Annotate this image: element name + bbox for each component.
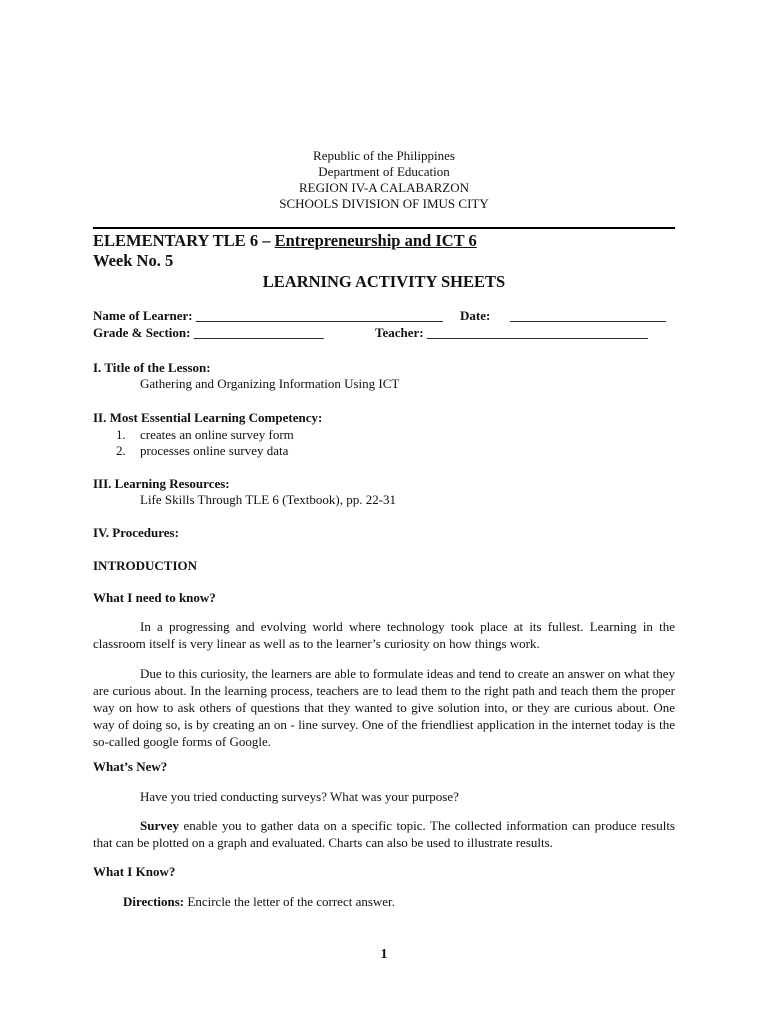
introduction-heading: INTRODUCTION bbox=[93, 558, 198, 573]
list-text: processes online survey data bbox=[140, 443, 289, 458]
need-to-know-paragraph-2: Due to this curiosity, the learners are able to formulate ideas and tend to create an answer on what they are curious about. In the learning process, teachers are to lead them to the right path and teach them the proper way on how to ask others of questions that they wanted to give solution into, or they are curious about. One way of doing so, is by creating an on - line survey. One of the friendliest application in the internet today is the so-called google forms of Google. bbox=[93, 666, 675, 749]
date-field[interactable]: ________________________ bbox=[510, 308, 666, 323]
page-number: 1 bbox=[380, 947, 388, 962]
list-text: creates an online survey form bbox=[140, 427, 294, 442]
list-number: 2. bbox=[116, 443, 126, 458]
header-republic: Republic of the Philippines bbox=[313, 148, 455, 163]
header-department: Department of Education bbox=[318, 164, 450, 179]
competency-heading: II. Most Essential Learning Competency: bbox=[93, 410, 323, 425]
lesson-title-text: Gathering and Organizing Information Using ICT bbox=[140, 376, 400, 391]
procedures-heading: IV. Procedures: bbox=[93, 525, 179, 540]
resources-text: Life Skills Through TLE 6 (Textbook), pp. 22-31 bbox=[140, 492, 397, 507]
document-title bbox=[93, 231, 477, 251]
week-number: Week No. 5 bbox=[93, 251, 174, 270]
competency-item bbox=[116, 427, 294, 443]
directions-line bbox=[123, 894, 395, 910]
competency-item bbox=[116, 443, 288, 459]
need-to-know-paragraph-1: In a progressing and evolving world where technology took place at its fullest. Learning in the classroom itself is very linear as well as to the learner’s curiosity on how things work. bbox=[93, 619, 675, 651]
whats-new-question: Have you tried conducting surveys? What was your purpose? bbox=[140, 789, 459, 804]
title-main: ELEMENTARY TLE 6 – bbox=[93, 231, 275, 250]
what-i-know-heading: What I Know? bbox=[93, 864, 176, 879]
survey-term: Survey bbox=[140, 818, 179, 833]
date-label: Date: bbox=[460, 308, 491, 323]
resources-heading: III. Learning Resources: bbox=[93, 476, 230, 491]
directions-label: Directions: bbox=[123, 894, 185, 909]
grade-section-field[interactable]: Grade & Section: ____________________ bbox=[93, 325, 324, 340]
header-region: REGION IV-A CALABARZON bbox=[299, 180, 469, 195]
directions-text: Encircle the letter of the correct answer. bbox=[184, 894, 395, 909]
survey-paragraph: Survey enable you to gather data on a specific topic. The collected information can produce results that can be plotted on a graph and evaluated. Charts can also be used to illustrate results. bbox=[93, 818, 675, 850]
title-subject: Entrepreneurship and ICT 6 bbox=[274, 231, 477, 250]
whats-new-heading: What’s New? bbox=[93, 759, 168, 774]
header-division: SCHOOLS DIVISION OF IMUS CITY bbox=[279, 196, 489, 211]
lesson-title-heading: I. Title of the Lesson: bbox=[93, 360, 211, 375]
list-number: 1. bbox=[116, 427, 126, 442]
teacher-field[interactable]: Teacher: __________________________________ bbox=[375, 325, 648, 340]
header-divider bbox=[93, 227, 675, 229]
name-of-learner-field[interactable]: Name of Learner: ______________________________________ bbox=[93, 308, 443, 323]
need-to-know-heading: What I need to know? bbox=[93, 590, 216, 605]
sheet-title: LEARNING ACTIVITY SHEETS bbox=[262, 272, 506, 291]
